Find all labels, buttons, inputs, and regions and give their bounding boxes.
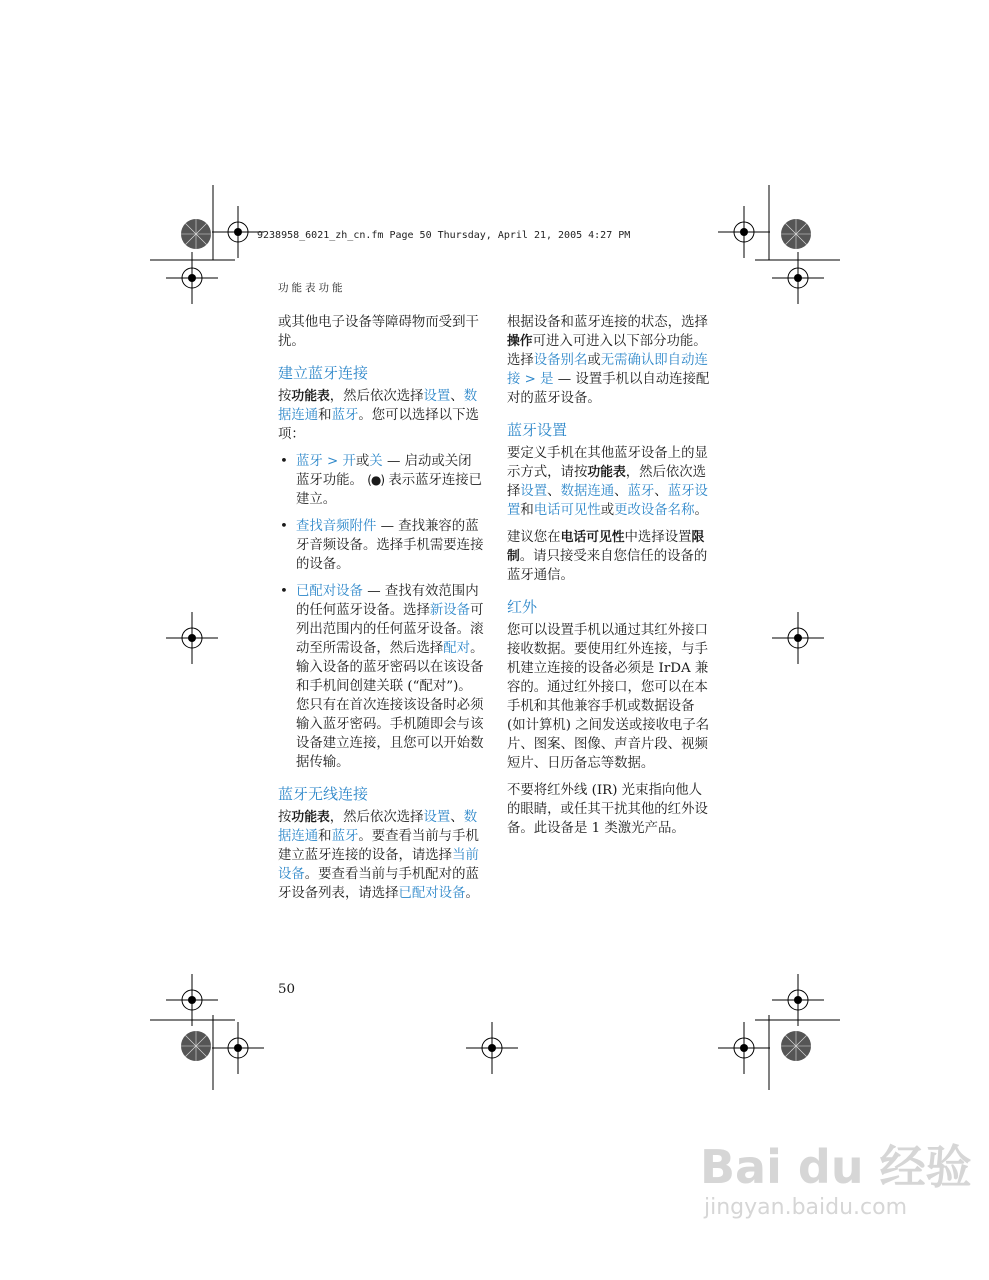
intro-paragraph: 或其他电子设备等障碍物而受到干扰。 xyxy=(278,315,479,349)
section-paragraph: 不要将红外线 (IR) 光束指向他人的眼睛，或任其干扰其他的红外设备。此设备是 1 类激光产品。 xyxy=(507,783,708,836)
section-paragraph: 按功能表，然后依次选择设置、数据连通和蓝牙。您可以选择以下选项： xyxy=(278,389,479,442)
bullet-icon: • xyxy=(280,454,288,469)
list-item: • 查找音频附件 — 查找兼容的蓝牙音频设备。选择手机需要连接的设备。 xyxy=(280,519,484,572)
section-paragraph: 建议您在电话可见性中选择设置限制。请只接受来自您信任的设备的蓝牙通信。 xyxy=(507,530,708,583)
section-heading: 蓝牙无线连接 xyxy=(278,785,369,803)
page-number: 50 xyxy=(278,982,296,997)
menu-link-settings: 设置 xyxy=(423,389,451,404)
section-heading: 蓝牙设置 xyxy=(507,421,568,439)
file-info-line: 9238958_6021_zh_cn.fm Page 50 Thursday, April 21, 2005 4:27 PM xyxy=(257,230,631,241)
bluetooth-connected-icon: (●) xyxy=(367,473,385,487)
watermark-url: jingyan.baidu.com xyxy=(704,1195,908,1220)
running-head: 功能表功能 xyxy=(278,282,346,294)
section-paragraph: 要定义手机在其他蓝牙设备上的显示方式，请按功能表，然后依次选择设置、数据连通、蓝牙、蓝牙设置和电话可见性或更改设备名称。 xyxy=(507,446,708,518)
menu-term: 功能表 xyxy=(291,389,330,404)
list-item: • 已配对设备 — 查找有效范围内的任何蓝牙设备。选择新设备可列出范围内的任何蓝牙设备。滚动至所需设备，然后选择配对。输入设备的蓝牙密码以在该设备和手机间创建关联 (“配对”)。您只有在首次连接该设备时必须输入蓝牙密码。手机随即会与该设备建立连接，且您可以开始数据传输。 xyxy=(280,584,484,770)
bullet-icon: • xyxy=(280,519,288,534)
section-paragraph: 您可以设置手机以通过其红外接口接收数据。要使用红外连接，与手机建立连接的设备必须是 IrDA 兼容的。通过红外接口，您可以在本手机和其他兼容手机或数据设备 (如计算机) 之间发送或接收电子名片、图案、图像、声音片段、视频短片、日历备忘等数据。 xyxy=(507,623,710,771)
list-item: • 蓝牙 > 开或关 — 启动或关闭蓝牙功能。 (●) 表示蓝牙连接已建立。 xyxy=(280,454,483,507)
intro-paragraph: 根据设备和蓝牙连接的状态，选择操作可进入可进入以下部分功能。选择设备别名或无需确认即自动连接 > 是 — 设置手机以自动连接配对的蓝牙设备。 xyxy=(507,315,710,406)
watermark-brand: Bai du 经验 xyxy=(700,1140,972,1194)
right-column xyxy=(507,313,713,846)
left-column xyxy=(278,313,484,911)
section-heading: 建立蓝牙连接 xyxy=(278,364,369,382)
bullet-icon: • xyxy=(280,584,288,599)
option-list xyxy=(278,452,484,772)
baidu-watermark xyxy=(700,1140,980,1222)
menu-link-connectivity: 数据连通 xyxy=(278,389,478,423)
section-paragraph: 按功能表，然后依次选择设置、数据连通和蓝牙。要查看当前与手机建立蓝牙连接的设备，请选择当前设备。要查看当前与手机配对的蓝牙设备列表，请选择已配对设备。 xyxy=(278,810,479,901)
menu-link-bluetooth: 蓝牙 xyxy=(331,408,359,423)
section-heading: 红外 xyxy=(507,598,538,616)
